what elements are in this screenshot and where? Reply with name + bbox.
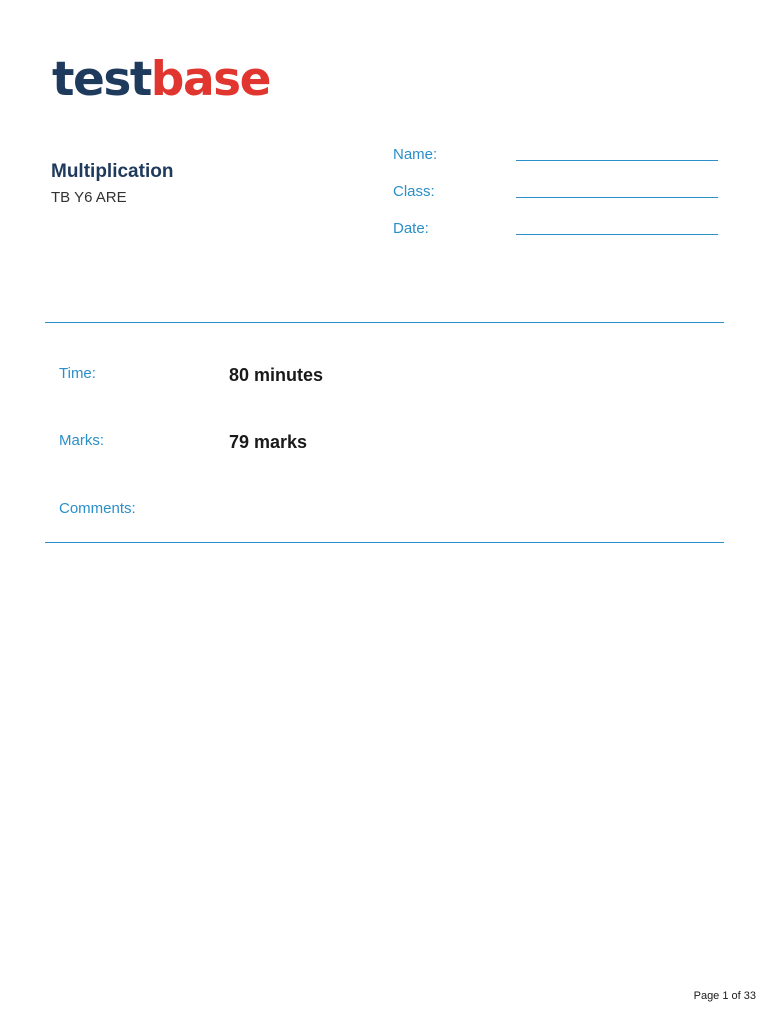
comments-label: Comments: [59,500,136,517]
divider-bottom [45,542,724,543]
marks-label: Marks: [59,432,104,449]
time-value: 80 minutes [229,365,324,385]
logo-text-base: base [150,52,271,107]
logo-text-test: test [52,52,151,107]
page-number: Page 1 of 33 [693,990,756,1002]
document-subtitle: TB Y6 ARE [51,189,127,206]
date-field[interactable] [516,234,718,235]
name-field[interactable] [516,160,718,161]
time-label: Time: [59,365,96,382]
class-field[interactable] [516,197,718,198]
name-label: Name: [393,146,438,163]
class-label: Class: [393,183,435,200]
document-title: Multiplication [51,161,174,182]
divider-top [45,322,724,323]
date-label: Date: [393,220,429,237]
marks-value: 79 marks [229,432,308,452]
testbase-logo [52,50,270,110]
